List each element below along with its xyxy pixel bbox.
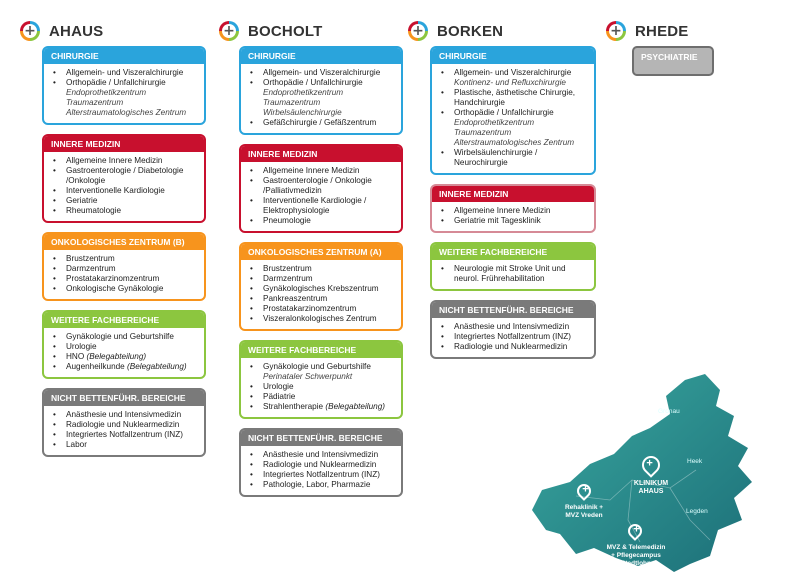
department-item-label: Geriatrie <box>66 196 98 205</box>
department-item <box>438 332 589 342</box>
department-item <box>438 322 589 332</box>
department-item <box>247 382 396 392</box>
department-list <box>432 260 594 289</box>
column-title: RHEDE <box>635 22 689 40</box>
column-bocholt <box>219 18 403 506</box>
department-item-label: Geriatrie mit Tagesklinik <box>454 216 541 225</box>
department-item <box>247 314 396 324</box>
department-list <box>44 152 204 221</box>
department-box <box>430 300 596 359</box>
department-item-label: Prostatakarzinomzentrum <box>66 274 160 283</box>
department-item <box>247 304 396 314</box>
department-subcenter: Alterstraumatologisches Zentrum <box>66 108 187 117</box>
department-item-label: Pathologie, Labor, Pharmazie <box>263 480 371 489</box>
department-item <box>247 402 396 412</box>
department-item-label: Allgemein- und Viszeralchirurgie <box>263 68 381 77</box>
hospital-logo-icon <box>408 21 428 41</box>
department-item <box>247 196 396 216</box>
department-item <box>50 284 199 294</box>
map-klinikum-ahaus: KLINIKUM AHAUS <box>633 480 669 495</box>
department-item <box>50 440 199 450</box>
department-item-label: Allgemein- und Viszeralchirurgie <box>454 68 572 77</box>
department-item-label: Radiologie und Nuklearmedizin <box>66 420 180 429</box>
department-item-label: Augenheilkunde <box>66 362 125 371</box>
department-item-label: Allgemein- und Viszeralchirurgie <box>66 68 184 77</box>
department-heading: NICHT BETTENFÜHR. BEREICHE <box>432 302 594 318</box>
column-rhede <box>606 18 756 76</box>
department-item-label: Allgemeine Innere Medizin <box>454 206 551 215</box>
department-list <box>44 328 204 377</box>
department-item-label: Brustzentrum <box>66 254 115 263</box>
department-item <box>438 68 589 88</box>
department-box <box>42 388 206 457</box>
column-title: BOCHOLT <box>248 22 323 40</box>
department-item-label: Radiologie und Nuklearmedizin <box>454 342 568 351</box>
department-item-label: Gynäkologie und Geburtshilfe <box>66 332 174 341</box>
department-item-label: Urologie <box>66 342 97 351</box>
department-subcenter: Traumazentrum <box>263 98 321 107</box>
department-item <box>438 342 589 352</box>
department-item-label: Interventionelle Kardiologie <box>66 186 165 195</box>
column-header <box>219 18 403 44</box>
department-item <box>50 410 199 420</box>
department-item <box>50 342 199 352</box>
column-boxes <box>20 46 206 457</box>
department-item-note: (Belegabteilung) <box>325 402 386 411</box>
department-list <box>241 162 401 231</box>
department-item <box>438 148 589 168</box>
department-item <box>50 274 199 284</box>
department-item <box>50 166 199 186</box>
department-heading: INNERE MEDIZIN <box>44 136 204 152</box>
department-heading: CHIRURGIE <box>44 48 204 64</box>
department-item-label: HNO <box>66 352 85 361</box>
department-item <box>50 264 199 274</box>
department-item <box>50 332 199 342</box>
map-place-gronau: Gronau <box>658 408 680 415</box>
department-subcenter: Wirbelsäulenchirurgie <box>263 108 342 117</box>
department-list <box>44 64 204 123</box>
department-item-label: Rheumatologie <box>66 206 122 215</box>
map-reha-vreden: Rehaklinik + MVZ Vreden <box>564 504 604 519</box>
department-box <box>430 242 596 291</box>
department-box <box>239 428 403 497</box>
department-subcenter: Alterstraumatologisches Zentrum <box>454 138 575 147</box>
map-place-heek: Heek <box>687 458 703 465</box>
department-heading: CHIRURGIE <box>241 48 401 64</box>
department-subcenter: Traumazentrum <box>454 128 512 137</box>
department-item-label: Onkologische Gynäkologie <box>66 284 164 293</box>
department-heading: WEITERE FACHBEREICHE <box>432 244 594 260</box>
department-item <box>247 216 396 226</box>
department-box <box>430 46 596 175</box>
department-item <box>247 176 396 196</box>
psychiatrie-box: PSYCHIATRIE <box>632 46 714 76</box>
department-item-label: Integriertes Notfallzentrum (INZ) <box>66 430 183 439</box>
department-list <box>432 318 594 357</box>
department-item-label: Neurologie mit Stroke Unit und neurol. Frührehabilitation <box>454 264 566 283</box>
department-heading: WEITERE FACHBEREICHE <box>44 312 204 328</box>
department-item <box>50 206 199 216</box>
department-heading: INNERE MEDIZIN <box>432 186 594 202</box>
department-item <box>247 118 396 128</box>
department-item-label: Orthopädie / Unfallchirurgie <box>263 78 363 87</box>
column-header <box>408 18 596 44</box>
department-item <box>247 284 396 294</box>
department-item <box>247 264 396 274</box>
department-item <box>247 68 396 78</box>
department-item-label: Anästhesie und Intensivmedizin <box>454 322 570 331</box>
department-list <box>44 406 204 455</box>
column-boxes <box>408 46 596 359</box>
department-item-label: Strahlentherapie <box>263 402 324 411</box>
department-item <box>247 78 396 118</box>
department-item-label: Pneumologie <box>263 216 311 225</box>
department-heading: ONKOLOGISCHES ZENTRUM (A) <box>241 244 401 260</box>
department-item-label: Anästhesie und Intensivmedizin <box>66 410 182 419</box>
department-item-label: Gastroenterologie / Diabetologie /Onkologie <box>66 166 184 185</box>
hospital-logo-icon <box>20 21 40 41</box>
department-box <box>239 242 403 331</box>
department-item <box>438 264 589 284</box>
department-item-label: Radiologie und Nuklearmedizin <box>263 460 377 469</box>
department-item-label: Orthopädie / Unfallchirurgie <box>454 108 554 117</box>
department-subcenter: Endoprothetikzentrum <box>66 88 147 97</box>
department-heading: WEITERE FACHBEREICHE <box>241 342 401 358</box>
department-item-label: Labor <box>66 440 87 449</box>
column-boxes <box>219 46 403 497</box>
department-box <box>42 134 206 223</box>
department-item <box>50 196 199 206</box>
department-item <box>247 362 396 382</box>
department-item-label: Viszeralonkologisches Zentrum <box>263 314 377 323</box>
department-box <box>42 46 206 125</box>
department-box <box>239 144 403 233</box>
department-item-label: Urologie <box>263 382 294 391</box>
department-heading: CHIRURGIE <box>432 48 594 64</box>
department-item <box>247 460 396 470</box>
department-item <box>50 254 199 264</box>
department-item <box>438 108 589 148</box>
department-list <box>241 358 401 417</box>
column-title: AHAUS <box>49 22 104 40</box>
department-item-note: (Belegabteilung) <box>127 362 187 371</box>
department-subcenter: Perinataler Schwerpunkt <box>263 372 353 381</box>
department-box <box>430 184 596 233</box>
department-item-label: Plastische, ästhetische Chirurgie, Handchirurgie <box>454 88 576 107</box>
map-mvz-stadtlohn: MVZ & Telemedizin + Pflegecampus Stadtlohn <box>606 544 666 567</box>
hospital-logo-icon <box>606 21 626 41</box>
department-item <box>50 430 199 440</box>
department-item <box>50 78 199 118</box>
department-item-label: Anästhesie und Intensivmedizin <box>263 450 379 459</box>
department-box <box>239 46 403 135</box>
department-item-label: Gynäkologisches Krebszentrum <box>263 284 379 293</box>
region-map <box>520 370 787 572</box>
department-item <box>50 156 199 166</box>
department-list <box>241 260 401 329</box>
department-item-label: Wirbelsäulenchirurgie / Neurochirurgie <box>454 148 538 167</box>
department-list <box>241 446 401 495</box>
department-item <box>50 420 199 430</box>
column-header <box>20 18 206 44</box>
department-subcenter: Kontinenz- und Refluxchirurgie <box>454 78 566 87</box>
department-item <box>50 68 199 78</box>
department-box <box>239 340 403 419</box>
department-item <box>50 186 199 196</box>
department-item-label: Allgemeine Innere Medizin <box>263 166 360 175</box>
department-heading: INNERE MEDIZIN <box>241 146 401 162</box>
department-item-note: (Belegabteilung) <box>86 352 147 361</box>
department-item <box>438 206 589 216</box>
department-item <box>438 216 589 226</box>
department-item <box>247 480 396 490</box>
department-item-label: Integriertes Notfallzentrum (INZ) <box>454 332 571 341</box>
department-item-label: Gynäkologie und Geburtshilfe <box>263 362 371 371</box>
department-item <box>438 88 589 108</box>
department-item-label: Gastroenterologie / Onkologie /Palliativmedizin <box>263 176 372 195</box>
department-heading: ONKOLOGISCHES ZENTRUM (B) <box>44 234 204 250</box>
department-list <box>432 202 594 231</box>
department-item-label: Darmzentrum <box>66 264 116 273</box>
column-ahaus <box>20 18 206 466</box>
department-item-label: Prostatakarzinomzentrum <box>263 304 357 313</box>
department-item-label: Allgemeine Innere Medizin <box>66 156 163 165</box>
department-item <box>50 362 199 372</box>
department-list <box>241 64 401 133</box>
department-subcenter: Endoprothetikzentrum <box>263 88 344 97</box>
department-item <box>247 392 396 402</box>
department-item-label: Integriertes Notfallzentrum (INZ) <box>263 470 380 479</box>
department-item-label: Darmzentrum <box>263 274 313 283</box>
department-item <box>247 470 396 480</box>
department-item <box>247 294 396 304</box>
department-heading: NICHT BETTENFÜHR. BEREICHE <box>44 390 204 406</box>
hospital-logo-icon <box>219 21 239 41</box>
column-header <box>606 18 756 44</box>
department-list <box>432 64 594 173</box>
department-item-label: Pankreaszentrum <box>263 294 328 303</box>
department-box <box>42 310 206 379</box>
department-subcenter: Traumazentrum <box>66 98 124 107</box>
map-place-legden: Legden <box>686 508 708 515</box>
department-box <box>42 232 206 301</box>
department-item <box>247 166 396 176</box>
department-item-label: Orthopädie / Unfallchirurgie <box>66 78 166 87</box>
column-borken <box>408 18 596 368</box>
department-item-label: Interventionelle Kardiologie / Elektrophysiologie <box>263 196 367 215</box>
department-item <box>247 450 396 460</box>
department-item-label: Pädiatrie <box>263 392 296 401</box>
department-heading: NICHT BETTENFÜHR. BEREICHE <box>241 430 401 446</box>
department-item-label: Gefäßchirurgie / Gefäßzentrum <box>263 118 377 127</box>
column-title: BORKEN <box>437 22 504 40</box>
department-subcenter: Endoprothetikzentrum <box>454 118 535 127</box>
department-item <box>50 352 199 362</box>
department-item-label: Brustzentrum <box>263 264 312 273</box>
department-list <box>44 250 204 299</box>
department-item <box>247 274 396 284</box>
